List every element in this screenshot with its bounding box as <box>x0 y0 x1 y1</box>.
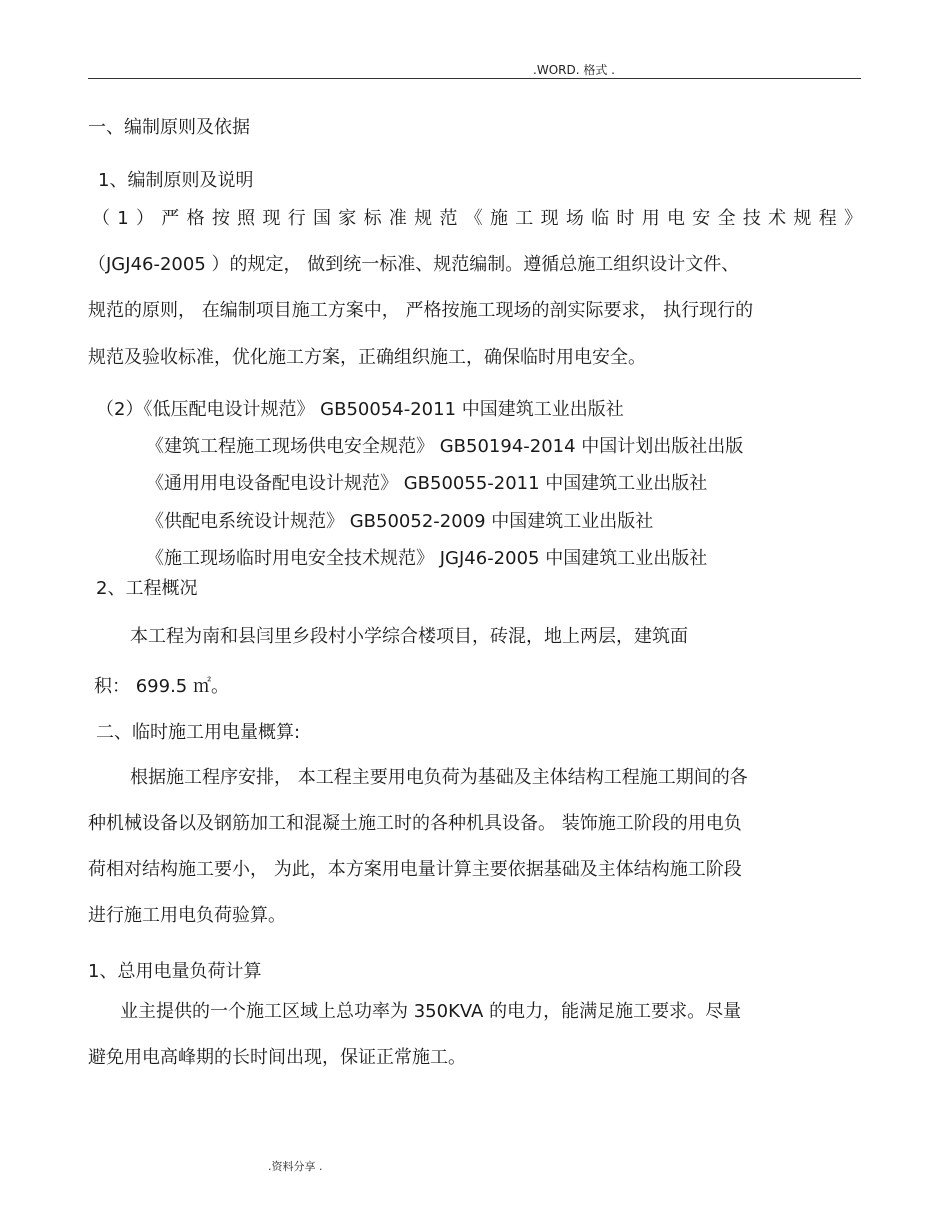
para2-line-3: 荷相对结构施工要小， 为此，本方案用电量计算主要依据基础及主体结构施工阶段 <box>88 859 742 880</box>
para1-line-1: （1）严格按照现行国家标准规范《施工现场临时用电安全技术规程》 <box>92 208 862 229</box>
reference-3: 《通用用电设备配电设计规范》 GB50055-2011 中国建筑工业出版社 <box>146 473 708 494</box>
reference-4: 《供配电系统设计规范》 GB50052-2009 中国建筑工业出版社 <box>146 511 654 532</box>
power-line-2: 避免用电高峰期的长时间出现，保证正常施工。 <box>88 1047 466 1068</box>
overview-line-1: 本工程为南和县闫里乡段村小学综合楼项目，砖混，地上两层，建筑面 <box>130 626 688 647</box>
para2-line-4: 进行施工用电负荷验算。 <box>88 905 286 926</box>
para1-line-2: （JGJ46-2005 ）的规定， 做到统一标准、规范编制。遵循总施工组织设计文件、 <box>88 254 740 275</box>
section-2-title: 二、临时施工用电量概算: <box>96 722 301 743</box>
reference-5: 《施工现场临时用电安全技术规范》 JGJ46-2005 中国建筑工业出版社 <box>146 548 708 569</box>
page-header <box>88 58 861 79</box>
para2-line-1: 根据施工程序安排， 本工程主要用电负荷为基础及主体结构工程施工期间的各 <box>130 767 748 788</box>
section-1-1-heading: 1、编制原则及说明 <box>98 170 254 191</box>
header-text: .WORD. 格式 . <box>533 63 615 77</box>
page-footer: .资料分享 . <box>268 1160 323 1173</box>
section-1-2-heading: 2、工程概况 <box>96 578 198 599</box>
overview-line-2: 积： 699.5 ㎡。 <box>94 676 229 697</box>
section-1-title: 一、编制原则及依据 <box>88 117 250 138</box>
reference-2: 《建筑工程施工现场供电安全规范》 GB50194-2014 中国计划出版社出版 <box>146 436 744 457</box>
para1-line-4: 规范及验收标准，优化施工方案，正确组织施工，确保临时用电安全。 <box>88 347 646 368</box>
section-2-1-heading: 1、总用电量负荷计算 <box>88 961 262 982</box>
para1-line-3: 规范的原则， 在编制项目施工方案中， 严格按施工现场的剖实际要求， 执行现行的 <box>88 300 754 321</box>
reference-1: （2）《低压配电设计规范》 GB50054-2011 中国建筑工业出版社 <box>96 399 624 420</box>
power-line-1: 业主提供的一个施工区域上总功率为 350KVA 的电力，能满足施工要求。尽量 <box>120 1001 742 1022</box>
para2-line-2: 种机械设备以及钢筋加工和混凝土施工时的各种机具设备。 装饰施工阶段的用电负 <box>88 813 742 834</box>
